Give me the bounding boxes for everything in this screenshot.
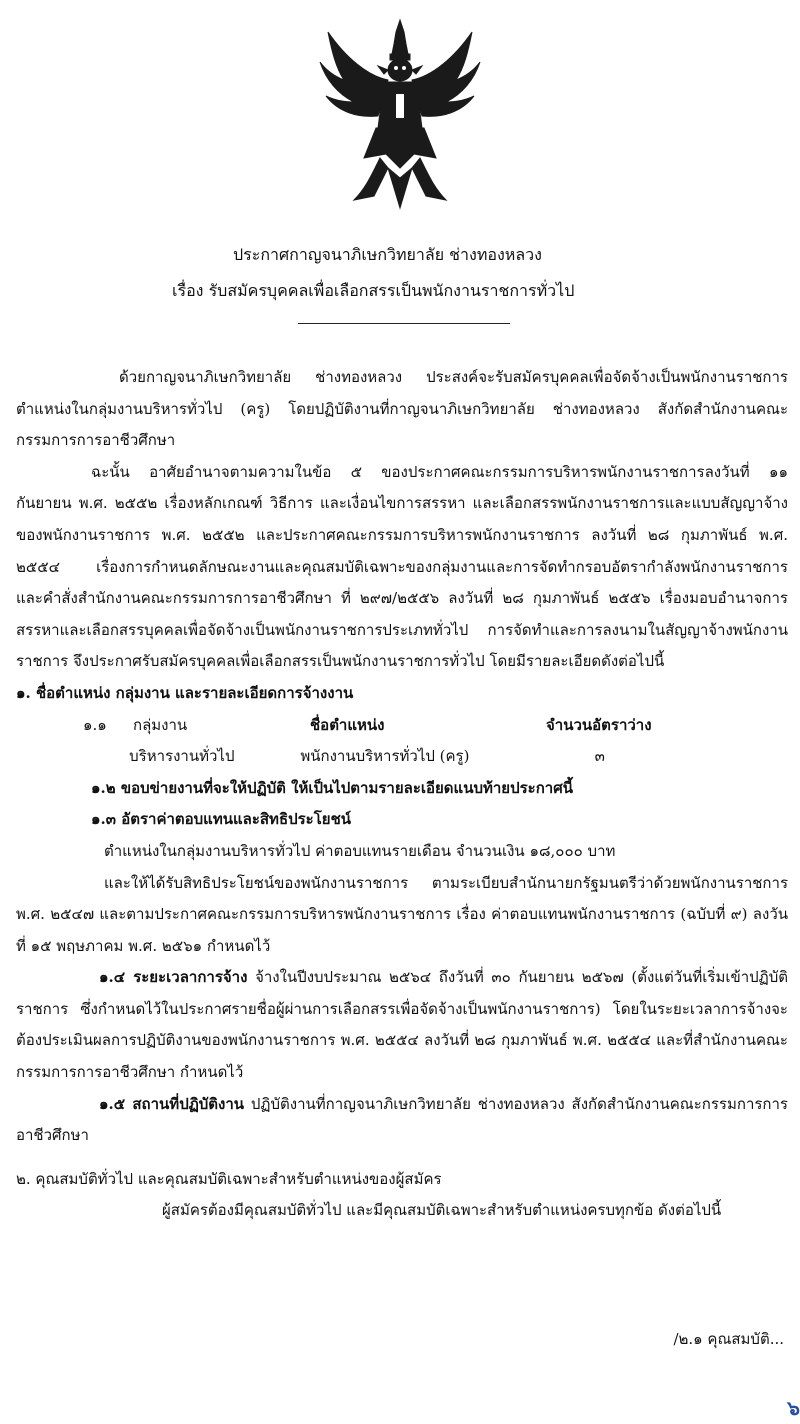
- cell-group: บริหารงานทั่วไป: [129, 747, 235, 766]
- page-number: ๖: [787, 1396, 800, 1420]
- garuda-emblem-icon: [318, 18, 482, 210]
- item-number: ๑.๑: [83, 715, 107, 734]
- section-1-heading-text: ๑. ชื่อตำแหน่ง กลุ่มงาน และรายละเอียดการจ้างงาน: [16, 683, 354, 702]
- section-1-5-text: ปฏิบัติงานที่กาญจนาภิเษกวิทยาลัย ช่างทองหลวง สังกัดสำนักงานคณะกรรมการการอาชีวศึกษา: [16, 1094, 788, 1145]
- cell-position: พนักงานบริหารทั่วไป (ครู): [300, 747, 470, 766]
- col-header-position: ชื่อตำแหน่ง: [310, 715, 385, 734]
- section-1-2: ๑.๒ ขอบข่ายงานที่จะให้ปฏิบัติ ให้เป็นไปตามรายละเอียดแนบท้ายประกาศนี้: [91, 778, 573, 797]
- col-header-vacancy: จำนวนอัตราว่าง: [546, 715, 652, 734]
- position-table-row: [16, 741, 788, 773]
- section-1-heading: [16, 678, 788, 710]
- cell-vacancy: ๓: [594, 747, 605, 766]
- paragraph-intro: ด้วยกาญจนาภิเษกวิทยาลัย ช่างทองหลวง ประสงค์จะรับสมัครบุคคลเพื่อจัดจ้างเป็นพนักงานราชการ ตำแหน่งในกลุ่มงานบริหารทั่วไป (ครู) โดยปฏิบัติงานที่กาญจนาภิเษกวิทยาลัย ช่างทองหลวง สังกัดสำนักงานคณะกรรมการการอาชีวศึกษา: [16, 368, 788, 450]
- section-1-5-label: ๑.๕ สถานที่ปฏิบัติงาน: [99, 1094, 245, 1113]
- document-body: [16, 362, 788, 1227]
- header-line-1: ประกาศกาญจนาภิเษกวิทยาลัย ช่างทองหลวง: [233, 245, 542, 264]
- section-1-4: [16, 962, 788, 1088]
- paragraph-authority: ฉะนั้น อาศัยอำนาจตามความในข้อ ๕ ของประกาศคณะกรรมการบริหารพนักงานราชการลงวันที่ ๑๑ กันยายน พ.ศ. ๒๕๕๒ เรื่องหลักเกณฑ์ วิธีการ และเงื่อนไขการสรรหา และเลือกสรรพนักงานราชการและแบบสัญญาจ้างของพนักงานราชการ พ.ศ. ๒๕๕๒ และประกาศคณะกรรมการบริหารพนักงานราชการ ลงวันที่ ๒๘ กุมภาพันธ์ พ.ศ. ๒๕๕๔ เรื่องการกำหนดลักษณะงานและคุณสมบัติเฉพาะของกลุ่มงานและการจัดทำกรอบอัตรากำลังพนักงานราชการ และคำสั่งสำนักงานคณะกรรมการการอาชีวศึกษา ที่ ๒๙๗/๒๕๕๖ ลงวันที่ ๒๘ กุมภาพันธ์ ๒๕๕๖ เรื่องมอบอำนาจการสรรหาและเลือกสรรบุคคลเพื่อจัดจ้างเป็นพนักงานราชการประเภททั่วไป การจัดทำและการลงนามในสัญญาจ้างพนักงานราชการ จึงประกาศรับสมัครบุคคลเพื่อเลือกสรรเป็นพนักงานราชการทั่วไป โดยมีรายละเอียดดังต่อไปนี้: [16, 462, 788, 671]
- announcement-header: [0, 237, 800, 309]
- section-1-5: [16, 1089, 788, 1152]
- section-1-3-pay: ตำแหน่งในกลุ่มงานบริหารทั่วไป ค่าตอบแทนรายเดือน จำนวนเงิน ๑๘,๐๐๐ บาท: [104, 841, 616, 860]
- section-1-4-label: ๑.๔ ระยะเวลาการจ้าง: [99, 968, 248, 987]
- position-table-header: [16, 710, 788, 742]
- header-line-2: เรื่อง รับสมัครบุคคลเพื่อเลือกสรรเป็นพนักงานราชการทั่วไป: [172, 281, 575, 300]
- section-1-4-text: จ้างในปีงบประมาณ ๒๕๖๔ ถึงวันที่ ๓๐ กันยายน ๒๕๖๗ (ตั้งแต่วันที่เริ่มเข้าปฏิบัติราชการ ซึ่งกำหนดไว้ในประกาศรายชื่อผู้ผ่านการเลือกสรรเพื่อจัดจ้างเป็นพนักงานราชการ) โดยในระยะเวลาการจ้างจะต้องประเมินผลการปฏิบัติงานของพนักงานราชการ พ.ศ. ๒๕๕๔ ลงวันที่ ๒๘ กุมภาพันธ์ พ.ศ. ๒๕๕๔ และที่สำนักงานคณะกรรมการการอาชีวศึกษา กำหนดไว้: [16, 968, 788, 1082]
- section-1-3-heading: ๑.๓ อัตราค่าตอบแทนและสิทธิประโยชน์: [91, 810, 352, 829]
- col-header-group: กลุ่มงาน: [133, 715, 188, 734]
- section-2-text: ผู้สมัครต้องมีคุณสมบัติทั่วไป และมีคุณสมบัติเฉพาะสำหรับตำแหน่งครบทุกข้อ ดังต่อไปนี้: [162, 1201, 722, 1220]
- header-divider: [298, 323, 510, 324]
- section-1-3-benefits: และให้ได้รับสิทธิประโยชน์ของพนักงานราชการ ตามระเบียบสำนักนายกรัฐมนตรีว่าด้วยพนักงานราชการ พ.ศ. ๒๕๔๗ และตามประกาศคณะกรรมการบริหารพนักงานราชการ เรื่อง ค่าตอบแทนพนักงานราชการ (ฉบับที่ ๙) ลงวันที่ ๑๕ พฤษภาคม พ.ศ. ๒๕๖๑ กำหนดไว้: [16, 873, 788, 955]
- continuation-marker: /๒.๑ คุณสมบัติ...: [673, 1330, 784, 1348]
- section-2-heading: ๒. คุณสมบัติทั่วไป และคุณสมบัติเฉพาะสำหรับตำแหน่งของผู้สมัคร: [16, 1169, 442, 1188]
